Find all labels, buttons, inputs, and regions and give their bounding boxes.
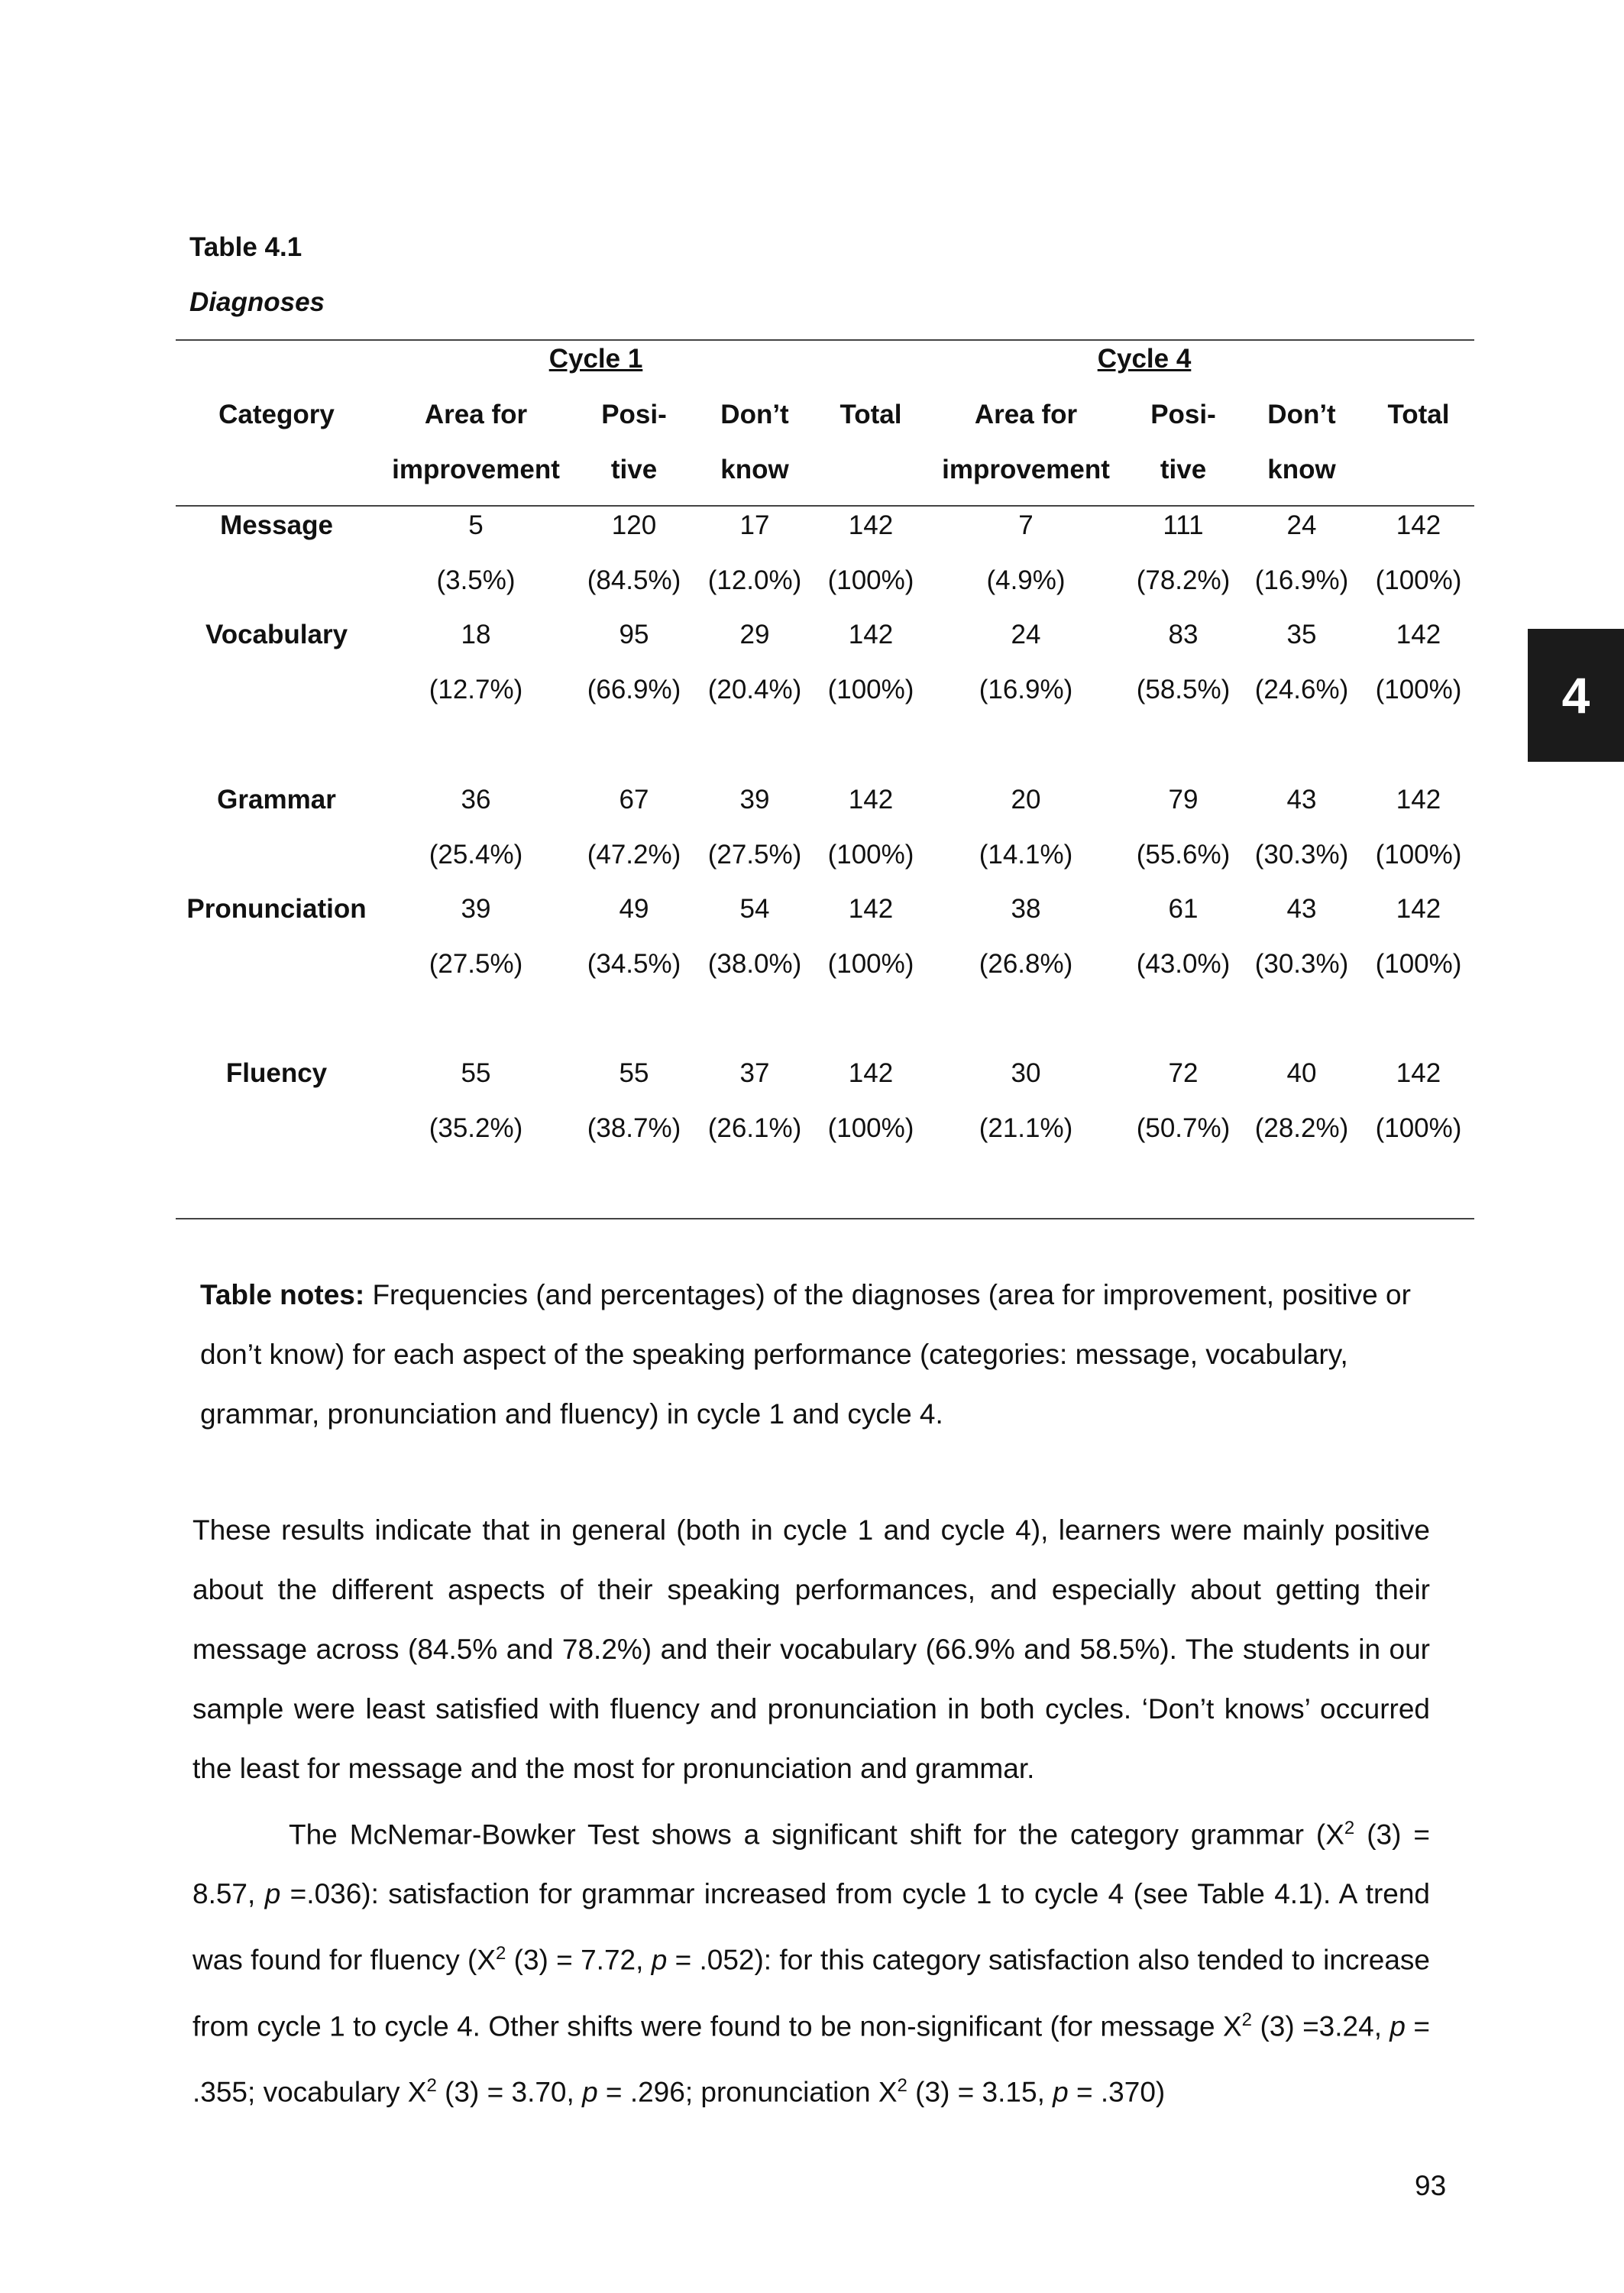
column-header: Don’t bbox=[720, 400, 789, 429]
column-header: tive bbox=[610, 455, 658, 484]
paragraph-2-segment: =.036): satisfaction for grammar increased from cycle 1 to cycle 4 (see Table 4.1). A trend was found for fluency (X bbox=[192, 1878, 1431, 1976]
table-header-rule bbox=[176, 505, 1474, 507]
count-cell: 17 bbox=[739, 510, 770, 540]
count-cell: 43 bbox=[1286, 894, 1317, 924]
p-value-symbol: p bbox=[1389, 2010, 1406, 2042]
paragraph-2-segment: (3) = 7.72, bbox=[506, 1944, 652, 1976]
count-cell: 18 bbox=[461, 620, 491, 649]
superscript: 2 bbox=[496, 1943, 506, 1964]
percent-cell: (66.9%) bbox=[587, 675, 681, 704]
paragraph-2-segment: (3) = 3.15, bbox=[907, 2076, 1053, 2108]
count-cell: 142 bbox=[1396, 1058, 1441, 1088]
percent-cell: (100%) bbox=[827, 1113, 914, 1143]
count-cell: 30 bbox=[1011, 1058, 1041, 1088]
column-header: Posi- bbox=[601, 400, 667, 429]
count-cell: 38 bbox=[1011, 894, 1041, 924]
percent-cell: (30.3%) bbox=[1254, 840, 1349, 870]
percent-cell: (100%) bbox=[827, 949, 914, 979]
body-paragraph-2 bbox=[192, 1799, 1430, 2122]
count-cell: 24 bbox=[1011, 620, 1041, 649]
count-cell: 40 bbox=[1286, 1058, 1317, 1088]
percent-cell: (100%) bbox=[1375, 565, 1462, 595]
superscript: 2 bbox=[1344, 1818, 1355, 1838]
count-cell: 142 bbox=[1396, 785, 1441, 815]
column-header: Category bbox=[218, 400, 335, 429]
count-cell: 142 bbox=[848, 620, 894, 649]
column-header: Total bbox=[1387, 400, 1450, 429]
count-cell: 39 bbox=[461, 894, 491, 924]
paragraph-2-segment: (3) =3.24, bbox=[1252, 2010, 1390, 2042]
percent-cell: (100%) bbox=[827, 675, 914, 704]
percent-cell: (35.2%) bbox=[429, 1113, 523, 1143]
count-cell: 54 bbox=[739, 894, 770, 924]
count-cell: 29 bbox=[739, 620, 770, 649]
column-header: know bbox=[1267, 455, 1336, 484]
percent-cell: (100%) bbox=[827, 565, 914, 595]
percent-cell: (25.4%) bbox=[429, 840, 523, 870]
percent-cell: (12.0%) bbox=[707, 565, 802, 595]
percent-cell: (3.5%) bbox=[436, 565, 516, 595]
count-cell: 95 bbox=[619, 620, 649, 649]
percent-cell: (24.6%) bbox=[1254, 675, 1349, 704]
percent-cell: (43.0%) bbox=[1136, 949, 1231, 979]
paragraph-2-segment: = .355; vocabulary X bbox=[192, 2010, 1430, 2108]
p-value-symbol: p bbox=[651, 1944, 668, 1976]
count-cell: 142 bbox=[1396, 510, 1441, 540]
percent-cell: (27.5%) bbox=[429, 949, 523, 979]
count-cell: 142 bbox=[1396, 894, 1441, 924]
row-category-message: Message bbox=[220, 510, 333, 540]
percent-cell: (55.6%) bbox=[1136, 840, 1231, 870]
count-cell: 36 bbox=[461, 785, 491, 815]
percent-cell: (27.5%) bbox=[707, 840, 802, 870]
count-cell: 72 bbox=[1168, 1058, 1199, 1088]
table-top-rule bbox=[176, 339, 1474, 341]
count-cell: 79 bbox=[1168, 785, 1199, 815]
percent-cell: (4.9%) bbox=[986, 565, 1066, 595]
table-notes bbox=[200, 1265, 1468, 1444]
count-cell: 24 bbox=[1286, 510, 1317, 540]
percent-cell: (12.7%) bbox=[429, 675, 523, 704]
count-cell: 142 bbox=[1396, 620, 1441, 649]
count-cell: 111 bbox=[1163, 510, 1204, 540]
count-cell: 142 bbox=[848, 510, 894, 540]
count-cell: 55 bbox=[619, 1058, 649, 1088]
table-bottom-rule bbox=[176, 1218, 1474, 1219]
percent-cell: (38.7%) bbox=[587, 1113, 681, 1143]
superscript: 2 bbox=[426, 2074, 437, 2096]
column-header: Area for bbox=[974, 400, 1078, 429]
count-cell: 49 bbox=[619, 894, 649, 924]
column-header: Don’t bbox=[1267, 400, 1336, 429]
column-header: know bbox=[720, 455, 789, 484]
row-category-grammar: Grammar bbox=[217, 785, 336, 815]
paragraph-2-segment: = .370) bbox=[1068, 2076, 1166, 2108]
percent-cell: (30.3%) bbox=[1254, 949, 1349, 979]
percent-cell: (100%) bbox=[1375, 840, 1462, 870]
count-cell: 20 bbox=[1011, 785, 1041, 815]
percent-cell: (47.2%) bbox=[587, 840, 681, 870]
superscript: 2 bbox=[897, 2074, 907, 2096]
count-cell: 61 bbox=[1168, 894, 1199, 924]
paragraph-2-segment: The McNemar-Bowker Test shows a significant shift for the category grammar (X bbox=[289, 1819, 1344, 1851]
paragraph-1-text: These results indicate that in general (both in cycle 1 and cycle 4), learners were mainly positive about the different aspects of their speaking performances, and especially about getting their message across (84.5% and 78.2%) and their vocabulary (66.9% and 58.5%). The students in our sample were least satisfied with fluency and pronunciation in both cycles. ‘Don’t knows’ occurred the least for message and the most for pronunciation and grammar. bbox=[192, 1514, 1430, 1784]
percent-cell: (100%) bbox=[1375, 949, 1462, 979]
paragraph-2-segment: = .052): for this category satisfaction also tended to increase from cycle 1 to cycle 4. Other shifts were found to be non-significant (for message X bbox=[192, 1944, 1430, 2042]
table-notes-text: Frequencies (and percentages) of the diagnoses (area for improvement, positive or don’t know) for each aspect of the speaking performance (categories: message, vocabulary, grammar, pronunciation and fluency) in cycle 1 and cycle 4. bbox=[200, 1279, 1411, 1430]
count-cell: 43 bbox=[1286, 785, 1317, 815]
paragraph-2-segment: = .296; pronunciation X bbox=[597, 2076, 898, 2108]
cycle-header-4: Cycle 4 bbox=[1097, 344, 1192, 374]
count-cell: 120 bbox=[611, 510, 657, 540]
column-header: Posi- bbox=[1150, 400, 1216, 429]
count-cell: 37 bbox=[739, 1058, 770, 1088]
paragraph-2-text bbox=[192, 1799, 1430, 2122]
percent-cell: (100%) bbox=[1375, 1113, 1462, 1143]
paragraph-2-segment: (3) = 3.70, bbox=[436, 2076, 583, 2108]
percent-cell: (100%) bbox=[1375, 675, 1462, 704]
count-cell: 67 bbox=[619, 785, 649, 815]
percent-cell: (38.0%) bbox=[707, 949, 802, 979]
row-category-fluency: Fluency bbox=[225, 1058, 328, 1088]
count-cell: 5 bbox=[468, 510, 484, 540]
percent-cell: (26.8%) bbox=[979, 949, 1073, 979]
column-header: improvement bbox=[392, 455, 560, 484]
column-header: tive bbox=[1160, 455, 1207, 484]
percent-cell: (34.5%) bbox=[587, 949, 681, 979]
table-title: Diagnoses bbox=[189, 287, 325, 317]
percent-cell: (16.9%) bbox=[1254, 565, 1349, 595]
row-category-vocabulary: Vocabulary bbox=[205, 620, 348, 649]
percent-cell: (84.5%) bbox=[587, 565, 681, 595]
count-cell: 7 bbox=[1018, 510, 1034, 540]
chapter-tab: 4 bbox=[1528, 629, 1624, 762]
cycle-header-1: Cycle 1 bbox=[548, 344, 643, 374]
count-cell: 142 bbox=[848, 894, 894, 924]
count-cell: 83 bbox=[1168, 620, 1199, 649]
p-value-symbol: p bbox=[582, 2076, 598, 2108]
column-header: improvement bbox=[942, 455, 1110, 484]
percent-cell: (20.4%) bbox=[707, 675, 802, 704]
percent-cell: (21.1%) bbox=[979, 1113, 1073, 1143]
percent-cell: (14.1%) bbox=[979, 840, 1073, 870]
superscript: 2 bbox=[1241, 2009, 1253, 2030]
count-cell: 142 bbox=[848, 1058, 894, 1088]
percent-cell: (78.2%) bbox=[1136, 565, 1231, 595]
count-cell: 55 bbox=[461, 1058, 491, 1088]
percent-cell: (100%) bbox=[827, 840, 914, 870]
column-header: Total bbox=[839, 400, 902, 429]
percent-cell: (28.2%) bbox=[1254, 1113, 1349, 1143]
paragraph-2-segment: (3) = 8.57, bbox=[192, 1819, 1430, 1910]
percent-cell: (50.7%) bbox=[1136, 1113, 1231, 1143]
percent-cell: (58.5%) bbox=[1136, 675, 1231, 704]
count-cell: 142 bbox=[848, 785, 894, 815]
table-label: Table 4.1 bbox=[189, 232, 302, 262]
p-value-symbol: p bbox=[1053, 2076, 1069, 2108]
column-header: Area for bbox=[424, 400, 528, 429]
percent-cell: (26.1%) bbox=[707, 1113, 802, 1143]
row-category-pronunciation: Pronunciation bbox=[186, 894, 367, 924]
percent-cell: (16.9%) bbox=[979, 675, 1073, 704]
count-cell: 39 bbox=[739, 785, 770, 815]
page-number: 93 bbox=[1415, 2170, 1447, 2201]
count-cell: 35 bbox=[1286, 620, 1317, 649]
p-value-symbol: p bbox=[264, 1878, 281, 1910]
table-notes-label: Table notes: bbox=[200, 1279, 365, 1310]
body-paragraph-1 bbox=[192, 1501, 1430, 1799]
